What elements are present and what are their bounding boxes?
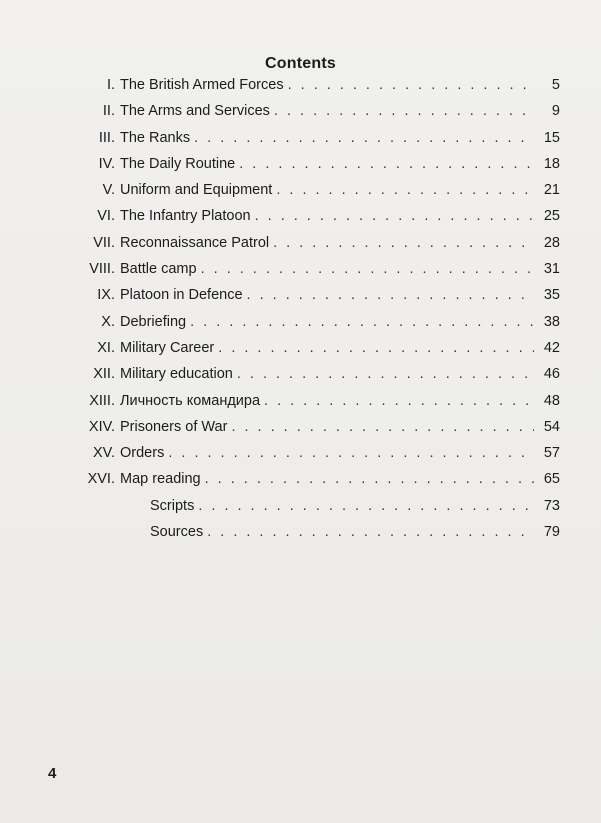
dot-leader bbox=[247, 287, 534, 303]
toc-entry-page: 57 bbox=[543, 445, 560, 462]
toc-entry-number: X. bbox=[101, 313, 115, 330]
dot-leader bbox=[239, 156, 534, 172]
dot-leader bbox=[273, 235, 534, 251]
toc-entry-number: IV. bbox=[98, 155, 115, 172]
toc-entry-page: 5 bbox=[551, 77, 560, 93]
dot-leader bbox=[288, 77, 534, 93]
toc-entry bbox=[60, 182, 560, 208]
toc-entry-title: The Daily Routine bbox=[120, 155, 236, 172]
toc-entry-number: XVI. bbox=[87, 471, 115, 488]
toc-entry-title: Sources bbox=[150, 524, 204, 541]
dot-leader bbox=[276, 182, 534, 198]
toc-entry-title: The Infantry Platoon bbox=[120, 208, 251, 225]
toc-entry bbox=[60, 366, 560, 392]
toc-entry-page: 35 bbox=[543, 287, 560, 304]
toc-entry-number: VI. bbox=[97, 208, 115, 225]
toc-entry-title: The Arms and Services bbox=[120, 103, 270, 120]
toc-entry-number: V. bbox=[102, 182, 115, 199]
toc-entry-page: 21 bbox=[543, 182, 560, 199]
toc-entry-page: 31 bbox=[543, 261, 560, 278]
toc-entry bbox=[60, 156, 560, 182]
toc-entry-page: 25 bbox=[543, 208, 560, 225]
dot-leader bbox=[205, 471, 534, 487]
toc-entry-title: The Ranks bbox=[120, 129, 191, 146]
dot-leader bbox=[194, 130, 534, 146]
dot-leader bbox=[168, 445, 534, 461]
toc-entry-title: Uniform and Equipment bbox=[120, 182, 273, 199]
toc-entry-page: 9 bbox=[551, 103, 560, 120]
toc-entry-title: Debriefing bbox=[120, 313, 187, 330]
toc-entry-page: 54 bbox=[543, 418, 560, 435]
toc-entry-number: XII. bbox=[93, 366, 115, 383]
toc-entry-page: 48 bbox=[543, 392, 560, 409]
toc-entry-number: VIII. bbox=[89, 261, 115, 278]
table-of-contents bbox=[60, 77, 560, 550]
toc-entry-number: XV. bbox=[92, 445, 115, 462]
toc-entry-page: 42 bbox=[543, 339, 560, 356]
toc-entry bbox=[60, 393, 560, 419]
dot-leader bbox=[255, 208, 534, 224]
toc-entry-title: Military education bbox=[120, 366, 233, 383]
toc-entry-page: 38 bbox=[543, 313, 560, 330]
dot-leader bbox=[207, 524, 534, 540]
toc-entry-number: II. bbox=[102, 103, 115, 120]
toc-entry-page: 46 bbox=[543, 366, 560, 383]
toc-entry-page: 18 bbox=[543, 155, 560, 172]
toc-entry bbox=[60, 498, 560, 524]
toc-entry-page: 28 bbox=[543, 234, 560, 251]
toc-entry-page: 15 bbox=[543, 129, 560, 146]
dot-leader bbox=[237, 366, 534, 382]
toc-entry-title: Личность командира bbox=[120, 392, 261, 409]
toc-entry-title: Scripts bbox=[150, 497, 195, 514]
toc-entry-page: 73 bbox=[543, 497, 560, 514]
toc-entry-page: 79 bbox=[543, 524, 560, 541]
toc-entry-title: Orders bbox=[120, 445, 165, 462]
dot-leader bbox=[264, 393, 534, 409]
toc-entry bbox=[60, 524, 560, 550]
toc-entry-title: The British Armed Forces bbox=[120, 77, 284, 93]
toc-entry bbox=[60, 130, 560, 156]
toc-entry-title: Prisoners of War bbox=[120, 418, 228, 435]
toc-entry bbox=[60, 445, 560, 471]
toc-entry bbox=[60, 235, 560, 261]
toc-entry-page: 65 bbox=[543, 471, 560, 488]
dot-leader bbox=[218, 340, 534, 356]
toc-entry-title: Battle camp bbox=[120, 261, 197, 278]
toc-entry-number: IX. bbox=[97, 287, 115, 304]
toc-entry bbox=[60, 287, 560, 313]
toc-entry bbox=[60, 314, 560, 340]
toc-entry-number: XIV. bbox=[88, 418, 115, 435]
toc-entry-number: XIII. bbox=[89, 392, 115, 409]
dot-leader bbox=[231, 419, 534, 435]
dot-leader bbox=[201, 261, 534, 277]
dot-leader bbox=[190, 314, 534, 330]
toc-entry-number: I. bbox=[106, 77, 115, 93]
dot-leader bbox=[198, 498, 534, 514]
page-number: 4 bbox=[48, 765, 57, 782]
page-title: Contents bbox=[265, 55, 336, 72]
toc-entry-title: Platoon in Defence bbox=[120, 287, 243, 304]
toc-entry bbox=[60, 419, 560, 445]
toc-entry-title: Reconnaissance Patrol bbox=[120, 234, 270, 251]
toc-entry bbox=[60, 471, 560, 497]
toc-entry-number: VII. bbox=[93, 234, 115, 251]
toc-entry-title: Map reading bbox=[120, 471, 201, 488]
toc-entry-title: Military Career bbox=[120, 339, 215, 356]
toc-entry-number: XI. bbox=[97, 339, 115, 356]
toc-entry-number: III. bbox=[98, 129, 115, 146]
toc-entry bbox=[60, 261, 560, 287]
dot-leader bbox=[274, 103, 534, 119]
toc-entry bbox=[60, 103, 560, 129]
toc-entry bbox=[60, 208, 560, 234]
toc-entry bbox=[60, 77, 560, 103]
toc-entry bbox=[60, 340, 560, 366]
